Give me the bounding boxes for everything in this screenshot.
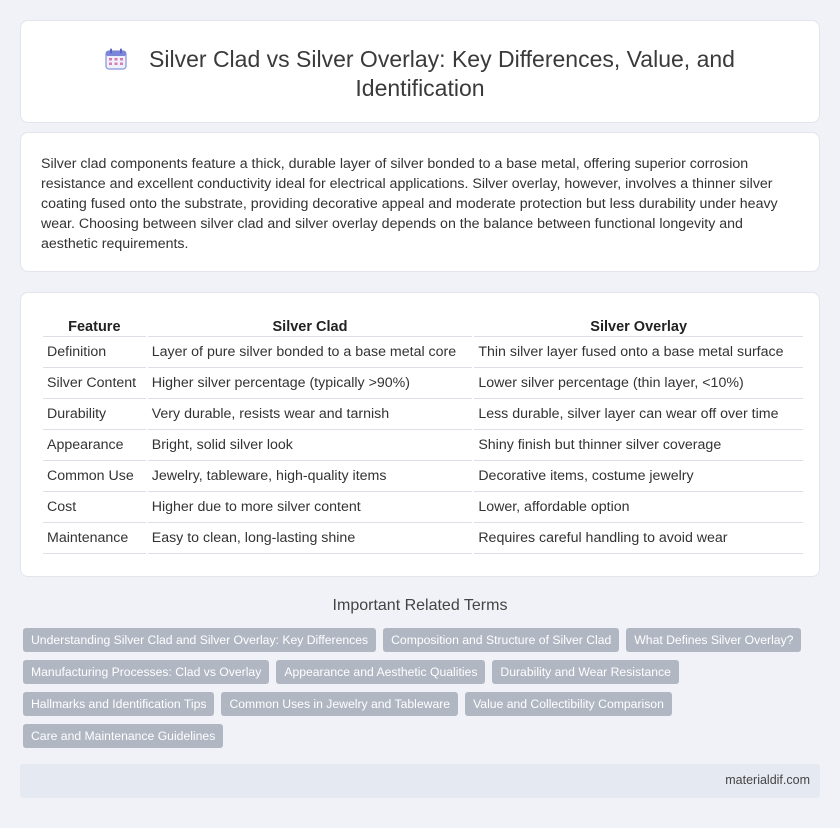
related-term-tag[interactable]: Care and Maintenance Guidelines xyxy=(23,724,223,748)
cell-feature: Definition xyxy=(43,337,146,368)
cell-silver-clad: Higher silver percentage (typically >90%) xyxy=(148,368,473,399)
table-row xyxy=(43,492,803,523)
tag-row xyxy=(23,628,813,652)
table-header-row xyxy=(43,315,803,337)
header-silver-clad: Silver Clad xyxy=(148,315,473,337)
header-silver-overlay: Silver Overlay xyxy=(474,315,803,337)
cell-silver-overlay: Shiny finish but thinner silver coverage xyxy=(474,430,803,461)
comparison-card xyxy=(20,292,820,577)
cell-silver-overlay: Requires careful handling to avoid wear xyxy=(474,523,803,554)
title-card xyxy=(20,20,820,123)
related-term-tag[interactable]: Manufacturing Processes: Clad vs Overlay xyxy=(23,660,269,684)
cell-silver-clad: Layer of pure silver bonded to a base metal core xyxy=(148,337,473,368)
cell-silver-clad: Jewelry, tableware, high-quality items xyxy=(148,461,473,492)
table-row xyxy=(43,430,803,461)
related-term-tag[interactable]: Understanding Silver Clad and Silver Overlay: Key Differences xyxy=(23,628,376,652)
cell-feature: Durability xyxy=(43,399,146,430)
cell-feature: Maintenance xyxy=(43,523,146,554)
cell-silver-overlay: Thin silver layer fused onto a base metal surface xyxy=(474,337,803,368)
table-row xyxy=(43,368,803,399)
calendar-icon xyxy=(105,48,127,70)
related-term-tag[interactable]: Common Uses in Jewelry and Tableware xyxy=(221,692,458,716)
tag-row xyxy=(23,660,813,684)
cell-feature: Cost xyxy=(43,492,146,523)
cell-silver-overlay: Less durable, silver layer can wear off over time xyxy=(474,399,803,430)
related-term-tag[interactable]: Durability and Wear Resistance xyxy=(492,660,678,684)
related-terms-title: Important Related Terms xyxy=(332,597,508,614)
page-title-wrap xyxy=(81,45,759,103)
cell-silver-clad: Higher due to more silver content xyxy=(148,492,473,523)
related-term-tag[interactable]: Composition and Structure of Silver Clad xyxy=(383,628,619,652)
table-row xyxy=(43,523,803,554)
tag-row xyxy=(23,724,813,748)
table-row xyxy=(43,399,803,430)
cell-feature: Appearance xyxy=(43,430,146,461)
cell-silver-overlay: Lower silver percentage (thin layer, <10%) xyxy=(474,368,803,399)
page-title: Silver Clad vs Silver Overlay: Key Differences, Value, and Identification xyxy=(149,46,735,101)
table-row xyxy=(43,337,803,368)
footer xyxy=(20,764,820,798)
cell-silver-clad: Bright, solid silver look xyxy=(148,430,473,461)
related-term-tag[interactable]: Appearance and Aesthetic Qualities xyxy=(276,660,485,684)
cell-feature: Common Use xyxy=(43,461,146,492)
cell-silver-clad: Very durable, resists wear and tarnish xyxy=(148,399,473,430)
related-term-tag[interactable]: Hallmarks and Identification Tips xyxy=(23,692,214,716)
cell-silver-overlay: Lower, affordable option xyxy=(474,492,803,523)
intro-paragraph: Silver clad components feature a thick, durable layer of silver bonded to a base metal, offering superior corrosion resistance and excellent conductivity ideal for electrical applications. Silver overlay, however, involves a thinner silver coating fused onto the substrate, providing decorative appeal and moderate protection but less durability under heavy wear. Choosing between silver clad and silver overlay depends on the balance between functional longevity and aesthetic requirements. xyxy=(41,156,778,252)
related-term-tag[interactable]: What Defines Silver Overlay? xyxy=(626,628,801,652)
related-terms-list xyxy=(23,628,813,756)
cell-silver-overlay: Decorative items, costume jewelry xyxy=(474,461,803,492)
intro-card xyxy=(20,132,820,272)
cell-silver-clad: Easy to clean, long-lasting shine xyxy=(148,523,473,554)
cell-feature: Silver Content xyxy=(43,368,146,399)
header-feature: Feature xyxy=(43,315,146,337)
footer-site-link[interactable]: materialdif.com xyxy=(725,773,810,787)
table-row xyxy=(43,461,803,492)
table-body xyxy=(43,337,803,554)
comparison-table xyxy=(43,315,803,554)
related-term-tag[interactable]: Value and Collectibility Comparison xyxy=(465,692,672,716)
tag-row xyxy=(23,692,813,716)
